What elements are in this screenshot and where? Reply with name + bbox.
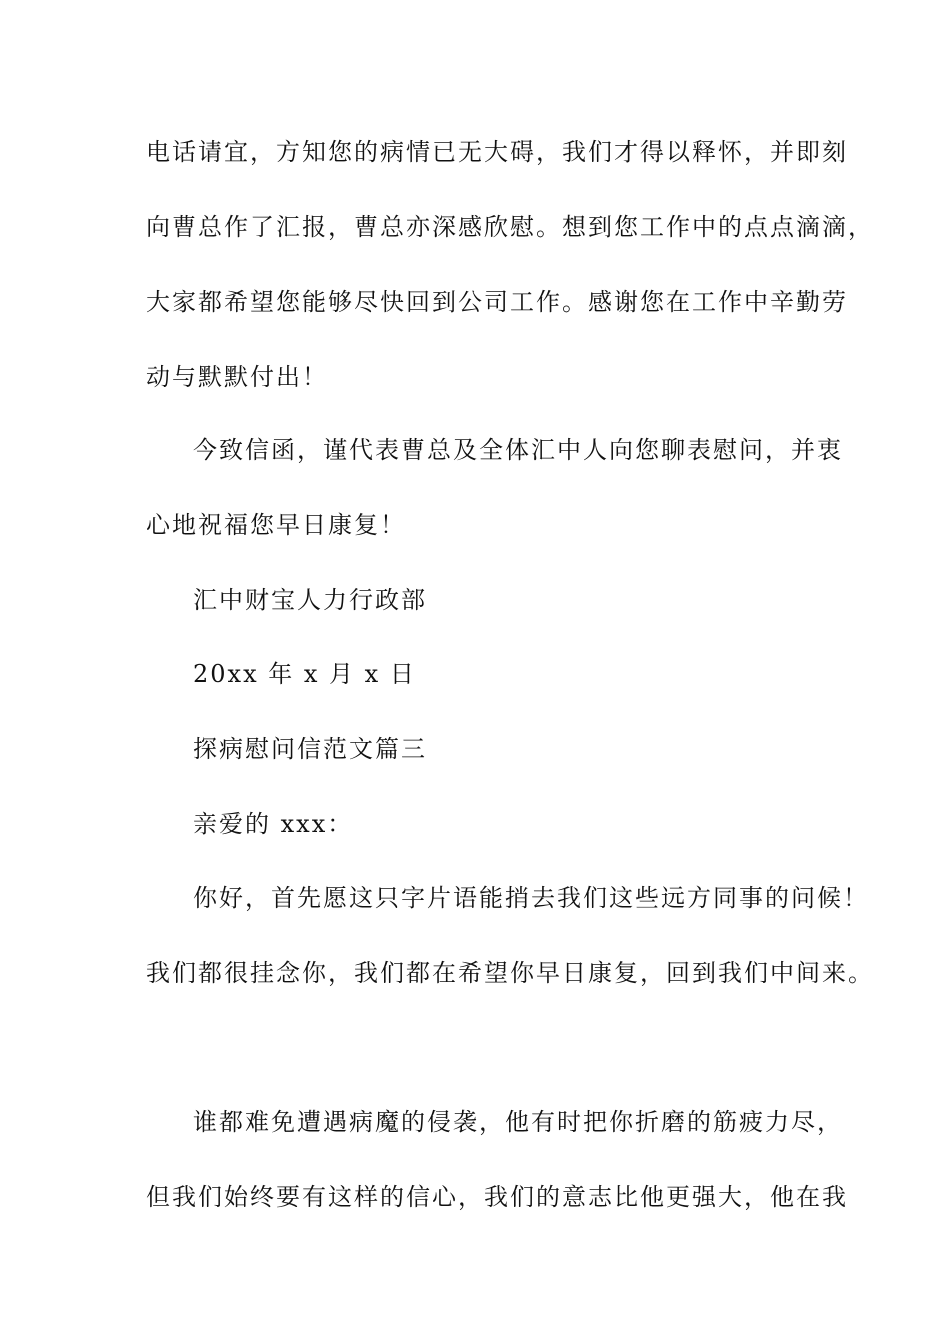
salutation: 亲爱的 xxx： <box>193 810 354 838</box>
paragraph-line: 谁都难免遭遇病魔的侵袭，他有时把你折磨的筋疲力尽， <box>193 1108 843 1136</box>
paragraph-line: 今致信函，谨代表曹总及全体汇中人向您聊表慰问，并衷 <box>193 436 843 464</box>
paragraph-line: 但我们始终要有这样的信心，我们的意志比他更强大，他在我 <box>146 1183 848 1211</box>
paragraph-line: 心地祝福您早日康复！ <box>146 511 406 539</box>
signature-department: 汇中财宝人力行政部 <box>193 586 427 614</box>
paragraph-line: 你好，首先愿这只字片语能捎去我们这些远方同事的问候！ <box>193 884 869 912</box>
paragraph-line: 我们都很挂念你，我们都在希望你早日康复，回到我们中间来。 <box>146 959 874 987</box>
paragraph-line: 大家都希望您能够尽快回到公司工作。感谢您在工作中辛勤劳 <box>146 288 848 316</box>
paragraph-line: 电话请宜，方知您的病情已无大碍，我们才得以释怀，并即刻 <box>146 138 848 166</box>
signature-date: 20xx 年 x 月 x 日 <box>193 660 416 688</box>
paragraph-line: 动与默默付出！ <box>146 363 328 391</box>
section-heading: 探病慰问信范文篇三 <box>193 735 427 763</box>
paragraph-line: 向曹总作了汇报，曹总亦深感欣慰。想到您工作中的点点滴滴， <box>146 213 874 241</box>
